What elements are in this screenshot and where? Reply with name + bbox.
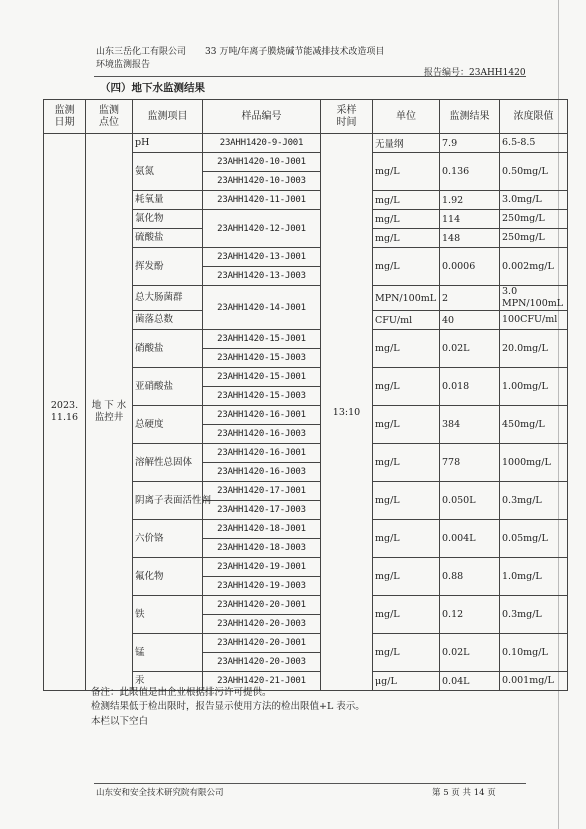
- cell-item: 菌落总数: [133, 311, 203, 330]
- cell-sample-code: 23AHH1420-19-J003: [203, 577, 321, 596]
- cell-unit: mg/L: [373, 368, 440, 406]
- cell-unit: μg/L: [373, 672, 440, 691]
- note-detection-limit: 检测结果低于检出限时，报告显示使用方法的检出限值+L 表示。: [91, 701, 365, 712]
- report-type: 环境监测报告: [96, 60, 151, 70]
- header-date: [44, 100, 86, 134]
- cell-sample-code: 23AHH1420-20-J001: [203, 596, 321, 615]
- table-body: [44, 134, 568, 691]
- cell-item: pH: [133, 134, 203, 153]
- header-time: [321, 100, 373, 134]
- cell-limit: 100CFU/ml: [500, 311, 568, 330]
- groundwater-results-table: [43, 99, 568, 691]
- cell-item: 汞: [133, 672, 203, 691]
- table-row: [44, 134, 568, 153]
- cell-point: 地 下 水 监控井: [86, 134, 133, 691]
- header-point: [86, 100, 133, 134]
- cell-sample-code: 23AHH1420-20-J003: [203, 653, 321, 672]
- cell-item: 阴离子表面活性剂: [133, 482, 203, 520]
- note-blank-below: 本栏以下空白: [91, 716, 149, 727]
- cell-sample-code: 23AHH1420-21-J001: [203, 672, 321, 691]
- header-date-text: 监测 日期: [54, 104, 75, 128]
- header-divider: [94, 76, 526, 77]
- footer-page-number: 第 5 页 共 14 页: [432, 788, 496, 798]
- cell-limit: 250mg/L: [500, 210, 568, 229]
- cell-sample-code: 23AHH1420-16-J001: [203, 444, 321, 463]
- cell-item: 耗氧量: [133, 191, 203, 210]
- cell-sample-code: 23AHH1420-16-J003: [203, 425, 321, 444]
- cell-limit: 3.0mg/L: [500, 191, 568, 210]
- cell-sample-code: 23AHH1420-17-J001: [203, 482, 321, 501]
- cell-date: 2023. 11.16: [44, 134, 86, 691]
- cell-sample-code: 23AHH1420-14-J001: [203, 286, 321, 330]
- project-name: 33 万吨/年离子膜烧碱节能减排技术改造项目: [205, 47, 385, 57]
- cell-unit: mg/L: [373, 210, 440, 229]
- cell-unit: MPN/100mL: [373, 286, 440, 311]
- cell-sample-code: 23AHH1420-10-J003: [203, 172, 321, 191]
- cell-sample-code: 23AHH1420-18-J003: [203, 539, 321, 558]
- cell-limit: 0.05mg/L: [500, 520, 568, 558]
- cell-limit: 0.001mg/L: [500, 672, 568, 691]
- cell-limit: 1000mg/L: [500, 444, 568, 482]
- cell-limit: 3.0 MPN/100mL: [500, 286, 568, 311]
- cell-sample-code: 23AHH1420-17-J003: [203, 501, 321, 520]
- cell-result: 778: [440, 444, 500, 482]
- cell-unit: mg/L: [373, 596, 440, 634]
- cell-unit: mg/L: [373, 482, 440, 520]
- section-title: （四）地下水监测结果: [100, 82, 205, 94]
- cell-sample-code: 23AHH1420-12-J001: [203, 210, 321, 248]
- cell-limit: 0.10mg/L: [500, 634, 568, 672]
- cell-unit: mg/L: [373, 191, 440, 210]
- cell-sample-code: 23AHH1420-15-J003: [203, 349, 321, 368]
- cell-result: 40: [440, 311, 500, 330]
- cell-limit: 0.3mg/L: [500, 482, 568, 520]
- cell-result: 114: [440, 210, 500, 229]
- cell-result: 0.050L: [440, 482, 500, 520]
- cell-item: 挥发酚: [133, 248, 203, 286]
- cell-result: 0.018: [440, 368, 500, 406]
- cell-result: 2: [440, 286, 500, 311]
- cell-result: 0.88: [440, 558, 500, 596]
- cell-limit: 1.00mg/L: [500, 368, 568, 406]
- cell-item: 氟化物: [133, 558, 203, 596]
- cell-result: 0.0006: [440, 248, 500, 286]
- cell-result: 0.02L: [440, 634, 500, 672]
- cell-sample-code: 23AHH1420-18-J001: [203, 520, 321, 539]
- cell-sample-code: 23AHH1420-13-J001: [203, 248, 321, 267]
- cell-result: 0.12: [440, 596, 500, 634]
- cell-unit: mg/L: [373, 153, 440, 191]
- header-unit: 单位: [373, 100, 440, 134]
- cell-time: 13:10: [321, 134, 373, 691]
- cell-sample-code: 23AHH1420-15-J001: [203, 368, 321, 387]
- cell-sample-code: 23AHH1420-10-J001: [203, 153, 321, 172]
- cell-unit: 无量纲: [373, 134, 440, 153]
- cell-limit: 20.0mg/L: [500, 330, 568, 368]
- cell-sample-code: 23AHH1420-19-J001: [203, 558, 321, 577]
- note-limit-source: 备注：此限值是由企业根据排污许可提供。: [91, 687, 272, 698]
- cell-unit: mg/L: [373, 444, 440, 482]
- company-name: 山东三岳化工有限公司: [96, 47, 187, 57]
- cell-sample-code: 23AHH1420-20-J001: [203, 634, 321, 653]
- cell-limit: 0.3mg/L: [500, 596, 568, 634]
- cell-item: 氯化物: [133, 210, 203, 229]
- header-point-text: 监测 点位: [99, 104, 119, 128]
- cell-limit: 0.002mg/L: [500, 248, 568, 286]
- cell-result: 0.004L: [440, 520, 500, 558]
- cell-unit: mg/L: [373, 330, 440, 368]
- cell-sample-code: 23AHH1420-20-J003: [203, 615, 321, 634]
- cell-limit: 1.0mg/L: [500, 558, 568, 596]
- cell-result: 1.92: [440, 191, 500, 210]
- cell-sample-code: 23AHH1420-13-J003: [203, 267, 321, 286]
- cell-limit: 250mg/L: [500, 229, 568, 248]
- cell-item: 六价铬: [133, 520, 203, 558]
- cell-limit: 450mg/L: [500, 406, 568, 444]
- footer-institute: 山东安和安全技术研究院有限公司: [96, 788, 224, 798]
- cell-sample-code: 23AHH1420-15-J003: [203, 387, 321, 406]
- cell-item: 总大肠菌群: [133, 286, 203, 311]
- cell-unit: mg/L: [373, 520, 440, 558]
- cell-result: 384: [440, 406, 500, 444]
- cell-item: 锰: [133, 634, 203, 672]
- header-limit: 浓度限值: [500, 100, 568, 134]
- cell-unit: CFU/ml: [373, 311, 440, 330]
- cell-unit: mg/L: [373, 634, 440, 672]
- cell-item: 溶解性总固体: [133, 444, 203, 482]
- cell-result: 0.04L: [440, 672, 500, 691]
- cell-item: 硫酸盐: [133, 229, 203, 248]
- cell-result: 7.9: [440, 134, 500, 153]
- cell-unit: mg/L: [373, 229, 440, 248]
- cell-sample-code: 23AHH1420-11-J001: [203, 191, 321, 210]
- cell-unit: mg/L: [373, 558, 440, 596]
- cell-sample-code: 23AHH1420-16-J001: [203, 406, 321, 425]
- cell-unit: mg/L: [373, 406, 440, 444]
- cell-item: 氨氮: [133, 153, 203, 191]
- cell-limit: 6.5-8.5: [500, 134, 568, 153]
- cell-sample-code: 23AHH1420-16-J003: [203, 463, 321, 482]
- header-sample: 样品编号: [203, 100, 321, 134]
- cell-sample-code: 23AHH1420-9-J001: [203, 134, 321, 153]
- cell-item: 亚硝酸盐: [133, 368, 203, 406]
- cell-sample-code: 23AHH1420-15-J001: [203, 330, 321, 349]
- cell-result: 0.02L: [440, 330, 500, 368]
- footer-divider: [94, 783, 526, 784]
- cell-result: 148: [440, 229, 500, 248]
- header-result: 监测结果: [440, 100, 500, 134]
- cell-unit: mg/L: [373, 248, 440, 286]
- cell-item: 总硬度: [133, 406, 203, 444]
- report-number: 报告编号：23AHH1420: [424, 68, 526, 78]
- cell-limit: 0.50mg/L: [500, 153, 568, 191]
- cell-result: 0.136: [440, 153, 500, 191]
- header-item: 监测项目: [133, 100, 203, 134]
- cell-item: 硝酸盐: [133, 330, 203, 368]
- cell-item: 铁: [133, 596, 203, 634]
- header-time-text: 采样 时间: [336, 104, 357, 128]
